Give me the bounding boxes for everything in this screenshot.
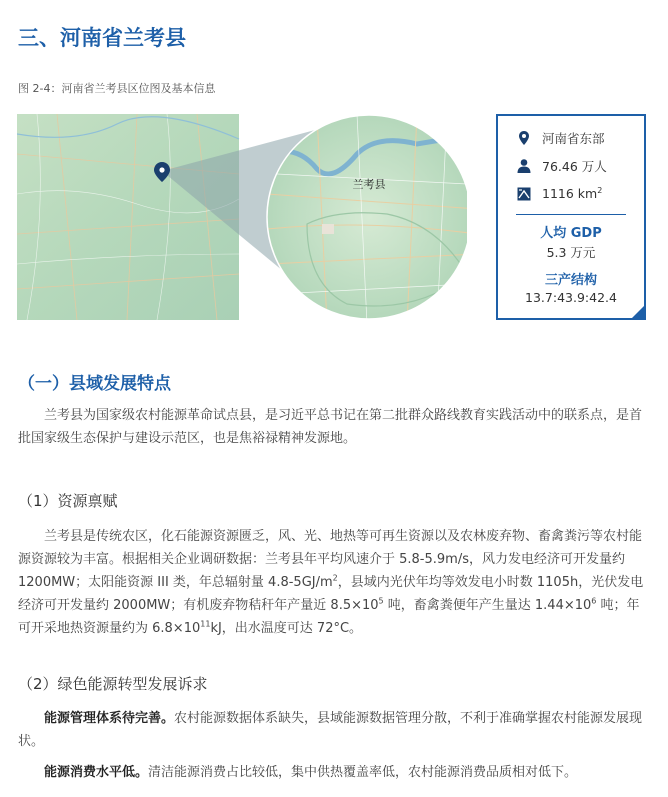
location-pin-icon [516,130,532,146]
gdp-value: 5.3 万元 [546,245,596,260]
location-row [516,128,605,148]
structure-value: 13.7:43.9:42.4 [525,290,617,305]
transition-item-2: 能源消费水平低。清洁能源消费占比较低，集中供热覆盖率低，农村能源消费品质相对低下。 [44,765,578,780]
county-label: 兰考县 [352,178,386,191]
subheading-transition: （2）绿色能源转型发展诉求 [18,675,208,693]
area-map-icon [516,186,532,202]
transition-item-1: 能源管理体系待完善。农村能源数据体系缺失，县域能源数据管理分散，不利于准确掌握农村能源发展现状。 [18,711,643,749]
figure-caption: 图 2-4：河南省兰考县区位图及基本信息 [18,82,216,95]
info-card [496,114,646,320]
subheading-resources: （1）资源禀赋 [18,492,118,510]
structure-label: 三产结构 [544,273,597,288]
info-divider [516,214,626,215]
main-heading: 三、河南省兰考县 [18,26,186,50]
card-corner-decoration [630,304,646,320]
gdp-label: 人均 GDP [540,226,602,241]
section-heading: （一）县域发展特点 [18,374,171,394]
location-text: 河南省东部 [542,131,605,146]
population-text: 76.46 万人 [542,159,607,174]
area-text: 1116 $km^2$ [542,186,603,202]
region-map [17,114,239,320]
area-row [516,184,602,204]
population-row [516,156,607,176]
resources-paragraph: 兰考县是传统农区，化石能源资源匮乏，风、光、地热等可再生资源以及农林废弃物、畜禽粪污等农村能源资源较为丰富。根据相关企业调研数据：兰考县年平均风速介于 5.8-5.9m/s，风力发电经济可开发量约 1200MW；太阳能资源 III 类，年总辐射量 $4.8-5GJ/m^2$，县域内光伏年均等效发电小时数 1105h，光伏发电经济可开发量约 2000MW；有机废弃物秸秆年产量近 $8.5\times 10^5$ 吨，畜禽粪便年产生量达 $1.44\times 10^6$ 吨；年可开采地热资源量约为 $6.8\times 10^{11}kJ$，出水温度可达 72°C。 [18,529,644,636]
person-icon [516,158,532,174]
location-map [17,114,467,320]
intro-paragraph: 兰考县为国家级农村能源革命试点县，是习近平总书记在第二批群众路线教育实践活动中的联系点，是首批国家级生态保护与建设示范区，也是焦裕禄精神发源地。 [18,408,643,446]
